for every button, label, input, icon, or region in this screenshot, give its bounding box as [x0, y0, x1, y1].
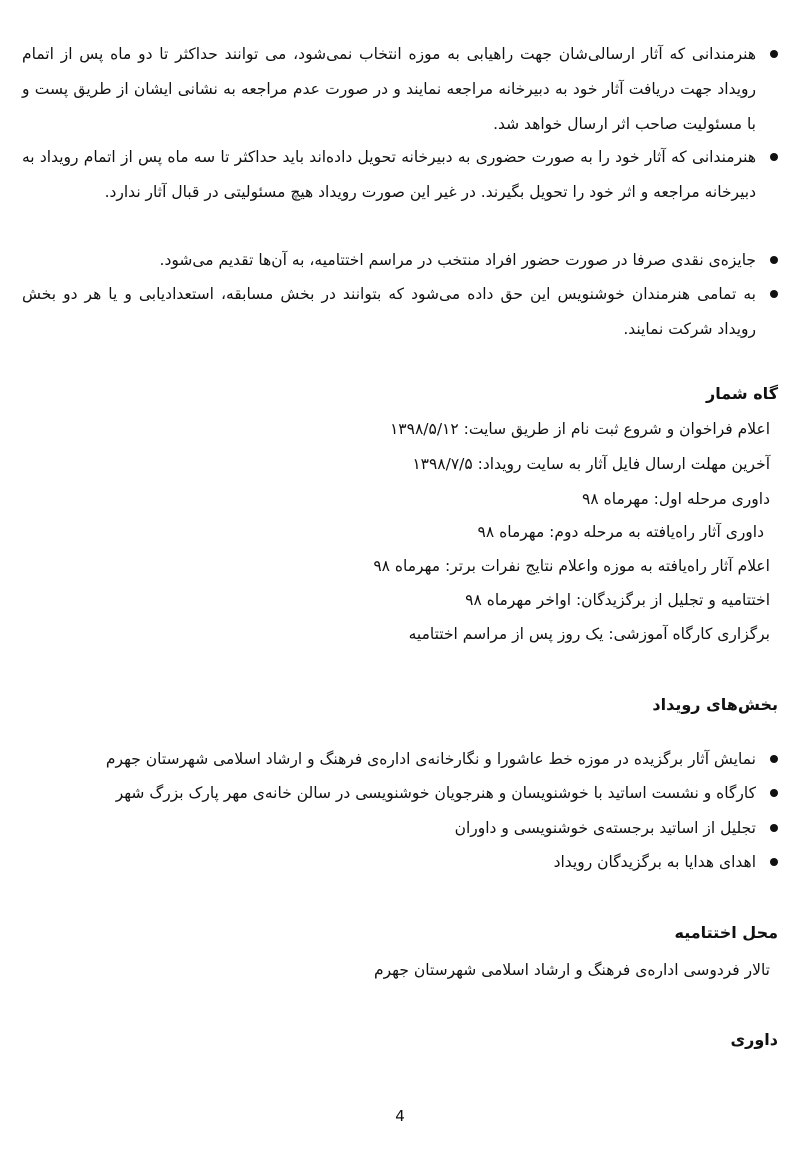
section-item-text: تجلیل از اساتید برجسته‌ی خوشنویسی و داوران	[454, 819, 756, 837]
rule-item-4	[22, 277, 778, 347]
bullet-icon	[770, 256, 778, 264]
rule-text: هنرمندانی که آثار ارسالی‌شان جهت راهیابی به موزه انتخاب نمی‌شود، می توانند حداکثر تا دو ماه پس از اتمام رویداد جهت دریافت آثار خود به دبیرخانه مراجعه نمایند و در صورت عدم مراجعه به نشانی ایشان از طریق پست و با مسئولیت صاحب اثر ارسال خواهد شد.	[22, 45, 756, 133]
schedule-item: اختتامیه و تجلیل از برگزیدگان: اواخر مهرماه ۹۸	[465, 591, 770, 609]
schedule-item: آخرین مهلت ارسال فایل آثار به سایت رویداد: ۱۳۹۸/۷/۵	[412, 455, 770, 473]
section-item	[106, 745, 778, 773]
rule-text: جایزه‌ی نقدی صرفا در صورت حضور افراد منتخب در مراسم اختتامیه، به آن‌ها تقدیم می‌شود.	[159, 251, 756, 269]
schedule-item: اعلام فراخوان و شروع ثبت نام از طریق سایت: ۱۳۹۸/۵/۱۲	[389, 420, 770, 438]
section-item	[554, 848, 778, 876]
rule-item-2	[22, 140, 778, 210]
schedule-item: داوری آثار راه‌یافته به مرحله دوم: مهرماه ۹۸	[477, 523, 764, 541]
section-item	[455, 814, 778, 842]
section-item-text: نمایش آثار برگزیده در موزه خط عاشورا و نگارخانه‌ی اداره‌ی فرهنگ و ارشاد اسلامی شهرستان جهرم	[105, 750, 756, 768]
page-number: 4	[395, 1107, 405, 1125]
rule-text: هنرمندانی که آثار خود را به صورت حضوری به دبیرخانه تحویل داده‌اند باید حداکثر تا سه ماه پس از اتمام رویداد به دبیرخانه مراجعه و اثر خود را تحویل بگیرند. در غیر این صورت رویداد هیچ مسئولیتی در قبال آثار ندارد.	[22, 148, 756, 201]
section-item-text: اهدای هدایا به برگزیدگان رویداد	[553, 853, 756, 871]
rule-item-1	[22, 37, 778, 142]
section-item-text: کارگاه و نشست اساتید با خوشنویسان و هنرجویان خوشنویسی در سالن خانه‌ی مهر پارک بزرگ شهر	[115, 784, 756, 802]
bullet-icon	[770, 153, 778, 161]
bullet-icon	[770, 789, 778, 797]
bullet-icon	[770, 290, 778, 298]
rule-item-3	[22, 243, 778, 278]
schedule-heading: گاه شمار	[705, 384, 778, 403]
bullet-icon	[770, 824, 778, 832]
bullet-icon	[770, 755, 778, 763]
schedule-item: داوری مرحله اول: مهرماه ۹۸	[582, 490, 770, 508]
bullet-icon	[770, 50, 778, 58]
schedule-item: برگزاری کارگاه آموزشی: یک روز پس از مراسم اختتامیه	[408, 625, 770, 643]
rule-text: به تمامی هنرمندان خوشنویس این حق داده می‌شود که بتوانند در بخش مسابقه، استعدادیابی و یا هر دو بخش رویداد شرکت نمایند.	[22, 285, 756, 338]
venue-text: تالار فردوسی اداره‌ی فرهنگ و ارشاد اسلامی شهرستان جهرم	[374, 961, 770, 979]
schedule-item: اعلام آثار راه‌یافته به موزه واعلام نتایج نفرات برتر: مهرماه ۹۸	[373, 557, 770, 575]
jury-heading: داوری	[730, 1030, 778, 1049]
section-item	[116, 779, 778, 807]
venue-heading: محل اختتامیه	[674, 923, 778, 942]
bullet-icon	[770, 858, 778, 866]
sections-heading: بخش‌های رویداد	[652, 695, 778, 714]
